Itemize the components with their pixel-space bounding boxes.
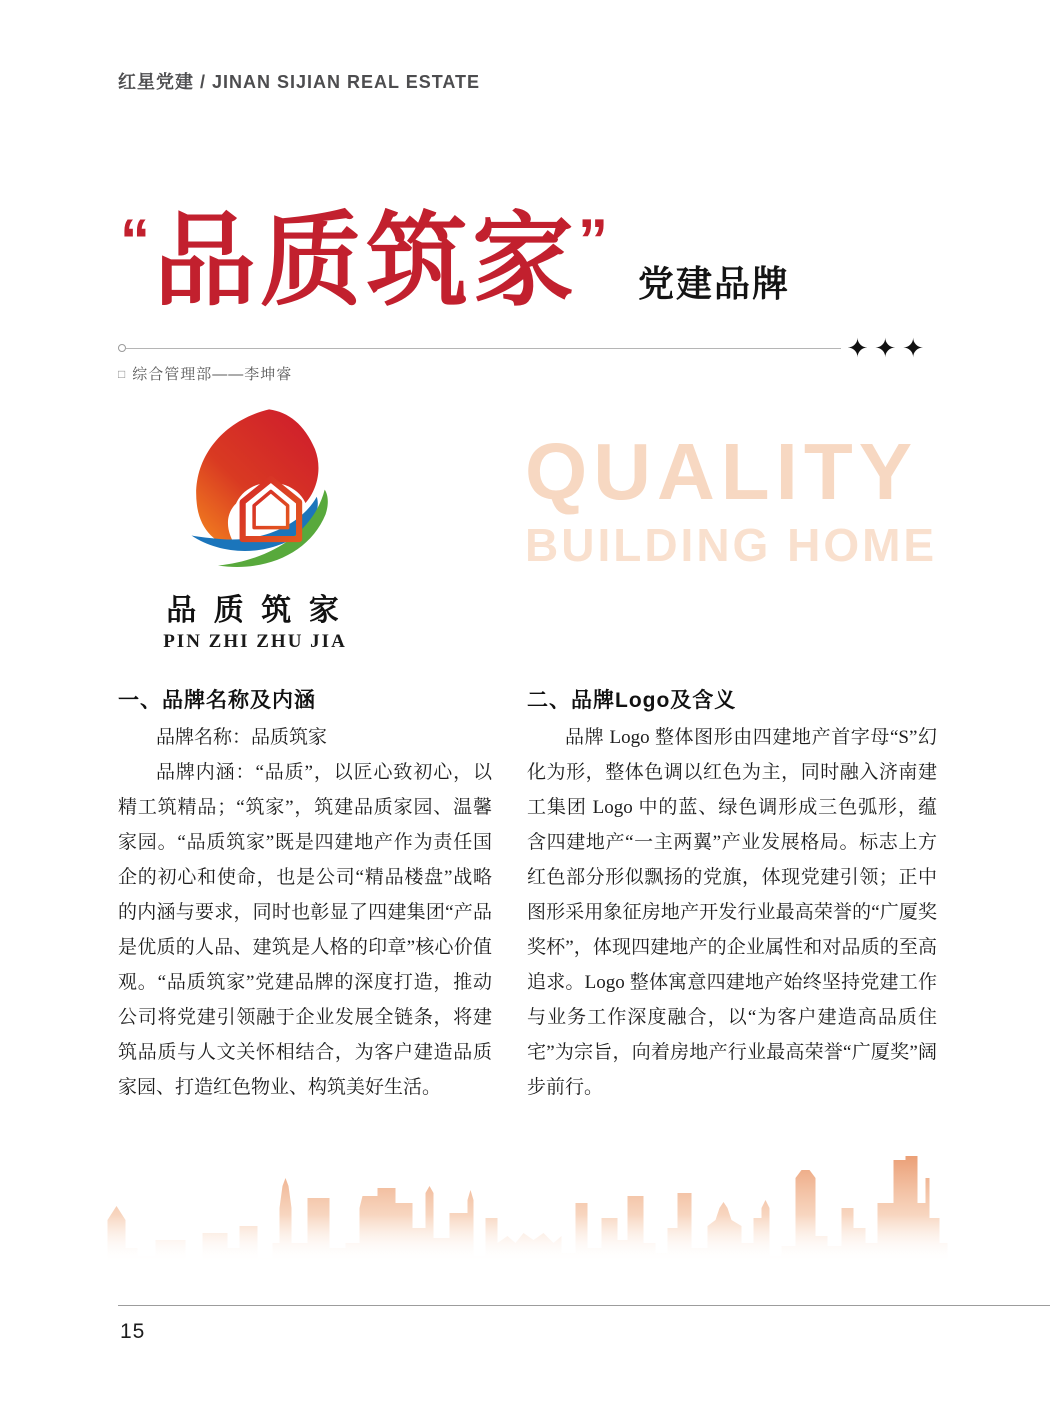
article-title <box>120 204 791 318</box>
divider-circle-icon <box>118 344 126 352</box>
footer-divider-line <box>118 1305 1050 1306</box>
byline <box>118 363 292 384</box>
brand-logo-icon <box>166 405 344 577</box>
byline-text: 综合管理部——李坤睿 <box>132 366 293 383</box>
brand-logo-block <box>145 405 365 653</box>
section-1-paragraph: 品牌名称：品质筑家 <box>156 727 328 748</box>
article-subtitle: 党建品牌 <box>638 263 791 304</box>
city-skyline-graphic <box>105 1148 950 1263</box>
page-header-brand: 红星党建 / JINAN SIJIAN REAL ESTATE <box>118 72 481 92</box>
brand-logo-en-text: PIN ZHI ZHU JIA <box>163 631 347 652</box>
divider-line <box>126 348 841 349</box>
section-1-body <box>118 720 492 1105</box>
section-2-body <box>527 720 937 1105</box>
article-title-text: 品质筑家 <box>154 204 578 318</box>
watermark-building-home: BUILDING HOME <box>525 519 938 571</box>
title-divider <box>118 333 930 363</box>
watermark-quality: QUALITY <box>525 427 919 516</box>
sparkle-stars-icon: ✦✦✦ <box>846 333 930 363</box>
watermark <box>525 427 938 571</box>
section-1-paragraph: 品牌内涵：“品质”，以匠心致初心，以精工筑精品；“筑家”，筑建品质家园、温馨家园。“品质筑家”既是四建地产作为责任国企的初心和使命，也是公司“精品楼盘”战略的内涵与要求，同时也彰显了四建集团“产品是优质的人品、建筑是人格的印章”核心价值观。“品质筑家”党建品牌的深度打造，推动公司将党建引领融于企业发展全链条，将建筑品质与人文关怀相结合，为客户建造品质家园、打造红色物业、构筑美好生活。 <box>118 762 492 1098</box>
open-quote: “ <box>120 207 154 274</box>
page-number: 15 <box>120 1320 146 1343</box>
close-quote: ” <box>578 207 612 274</box>
section-2-paragraph: 品牌 Logo 整体图形由四建地产首字母“S”幻化为形，整体色调以红色为主，同时融入济南建工集团 Logo 中的蓝、绿色调形成三色弧形，蕴含四建地产“一主两翼”产业发展格局。标志上方红色部分形似飘扬的党旗，体现党建引领；正中图形采用象征房地产开发行业最高荣誉的“广厦奖奖杯”，体现四建地产的企业属性和对品质的至高追求。Logo 整体寓意四建地产始终坚持党建工作与业务工作深度融合，以“为客户建造高品质住宅”为宗旨，向着房地产行业最高荣誉“广厦奖”阔步前行。 <box>527 727 937 1098</box>
section-1-heading: 一、品牌名称及内涵 <box>118 689 316 712</box>
byline-square-icon: □ <box>118 367 127 381</box>
article-title-main <box>120 204 612 318</box>
section-2-heading: 二、品牌Logo及含义 <box>527 689 737 712</box>
brand-logo-cn-text: 品 质 筑 家 <box>166 594 344 627</box>
